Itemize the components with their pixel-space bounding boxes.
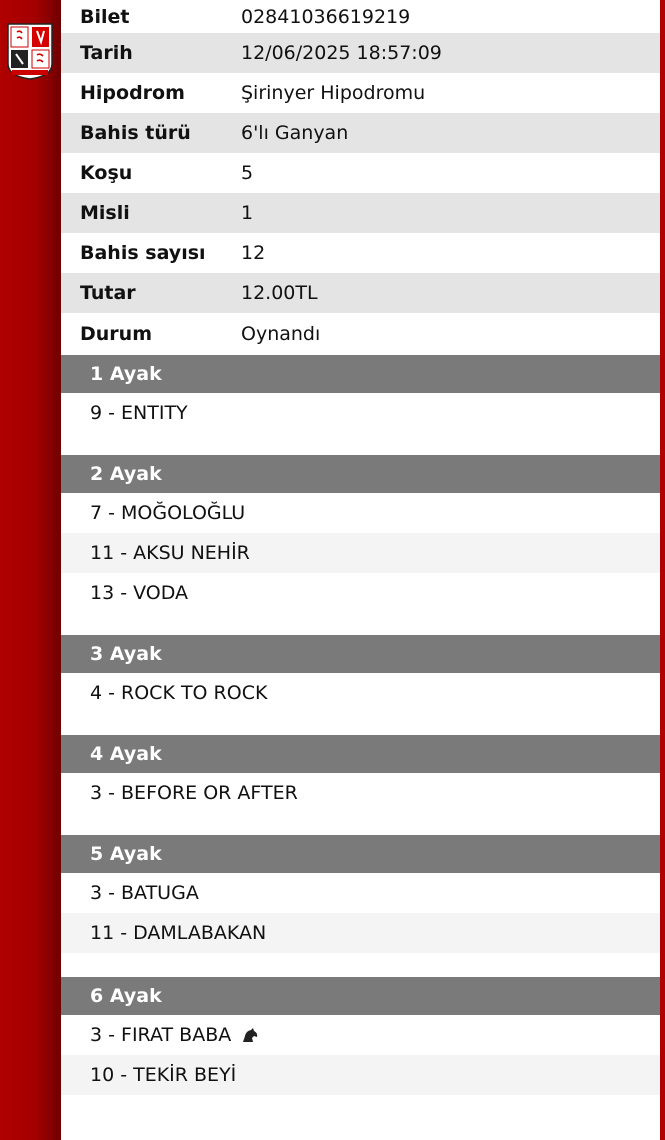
info-row-status (61, 313, 660, 355)
right-border (660, 0, 665, 1140)
info-value: 12.00TL (241, 282, 318, 304)
info-value: 5 (241, 162, 254, 184)
horse-row: 10 - TEKİR BEYİ (61, 1055, 660, 1095)
info-label: Tarih (80, 42, 133, 64)
horse-row: 11 - AKSU NEHİR (61, 533, 660, 573)
horse-row: 4 - ROCK TO ROCK (90, 682, 268, 704)
info-label: Hipodrom (80, 82, 185, 104)
sidebar (0, 0, 61, 1140)
info-row-bet-type (61, 113, 660, 153)
info-value: 12 (241, 242, 266, 264)
horse-row-winner (61, 1015, 660, 1055)
horse-name: 3 - FIRAT BABA (90, 1024, 232, 1046)
leg-header: 3 Ayak (61, 635, 660, 673)
info-label: Tutar (80, 282, 136, 304)
info-label: Misli (80, 202, 130, 224)
info-row-hippodrome (61, 73, 660, 113)
horse-row: 13 - VODA (90, 582, 189, 604)
info-label: Durum (80, 323, 152, 345)
leg-header: 4 Ayak (61, 735, 660, 773)
horse-head-icon (241, 1027, 259, 1043)
info-value: 02841036619219 (241, 5, 411, 28)
info-row-date (61, 33, 660, 73)
info-row-race (61, 153, 660, 193)
info-label: Koşu (80, 162, 133, 184)
horse-row: 3 - BATUGA (90, 882, 199, 904)
info-value: 1 (241, 202, 254, 224)
leg-header: 1 Ayak (61, 355, 660, 393)
info-value: Oynandı (241, 323, 321, 345)
info-label: Bahis türü (80, 122, 191, 144)
leg-header: 2 Ayak (61, 455, 660, 493)
horse-row: 7 - MOĞOLOĞLU (90, 502, 246, 524)
info-row-multiplier (61, 193, 660, 233)
info-row-ticket (61, 0, 660, 33)
leg-header: 5 Ayak (61, 835, 660, 873)
info-row-bet-count (61, 233, 660, 273)
horse-row: 9 - ENTITY (90, 402, 188, 424)
info-row-amount (61, 273, 660, 313)
info-value: Şirinyer Hipodromu (241, 82, 426, 104)
horse-row: 11 - DAMLABAKAN (61, 913, 660, 953)
info-label: Bahis sayısı (80, 242, 206, 264)
club-logo (6, 20, 54, 80)
horse-row: 3 - BEFORE OR AFTER (90, 782, 298, 804)
ticket-detail (61, 0, 660, 1140)
info-value: 12/06/2025 18:57:09 (241, 42, 442, 64)
info-label: Bilet (80, 5, 130, 28)
leg-header: 6 Ayak (61, 977, 660, 1015)
info-value: 6'lı Ganyan (241, 122, 349, 144)
